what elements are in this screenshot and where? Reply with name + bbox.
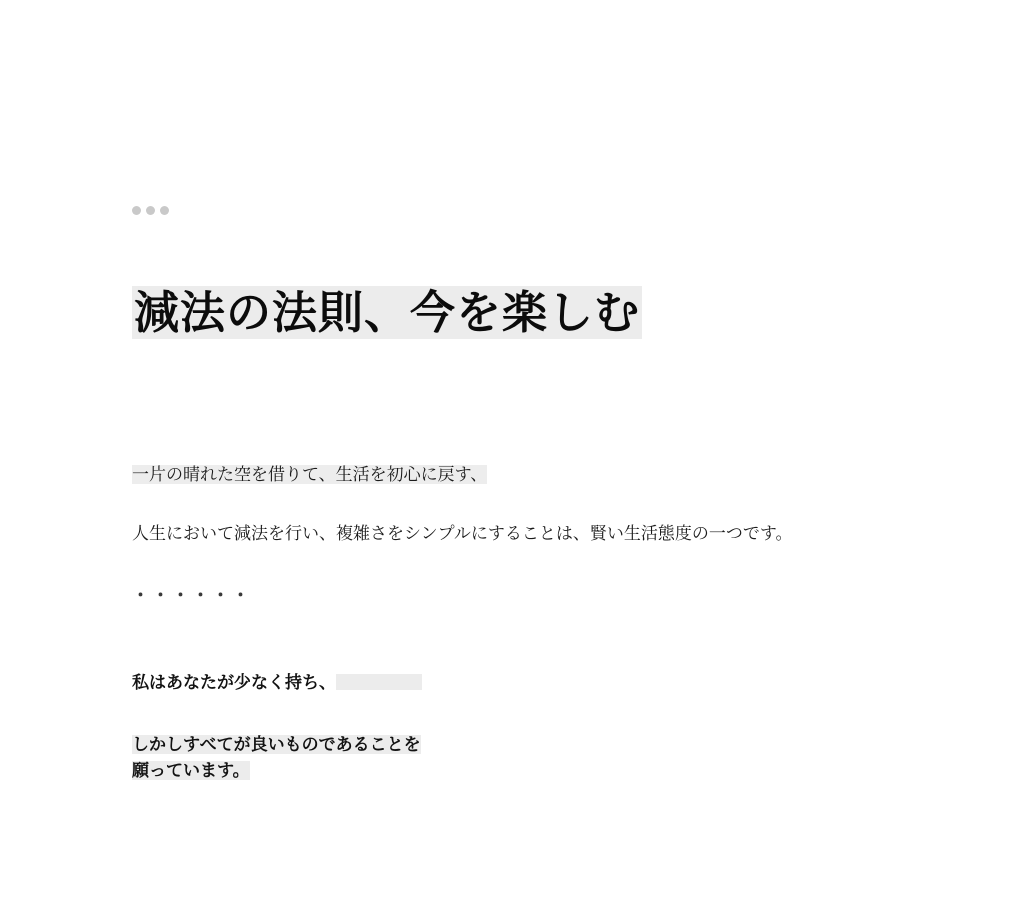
paragraph-1 <box>132 462 932 488</box>
closing-line-1-text: 私はあなたが少なく持ち、 <box>132 673 336 692</box>
closing-block <box>132 670 552 783</box>
ellipsis-text: ・・・・・・ <box>132 585 252 605</box>
body-text <box>132 462 932 606</box>
dot-2 <box>146 206 155 215</box>
page-title-text: 減法の法則、今を楽しむ <box>134 287 641 338</box>
dot-1 <box>132 206 141 215</box>
closing-line-2 <box>132 732 432 782</box>
closing-line-2-text: しかしすべてが良いものであることを願っています。 <box>132 735 421 780</box>
dot-3 <box>160 206 169 215</box>
paragraph-2: 人生において減法を行い、複雑さをシンプルにすることは、賢い生活態度の一つです。 <box>132 524 793 544</box>
three-dots-icon <box>132 206 169 215</box>
closing-line-1 <box>132 670 552 696</box>
page-title <box>132 286 642 340</box>
closing-line-1-highlight <box>336 674 422 690</box>
paragraph-1-text: 一片の晴れた空を借りて、生活を初心に戻す、 <box>132 465 488 484</box>
